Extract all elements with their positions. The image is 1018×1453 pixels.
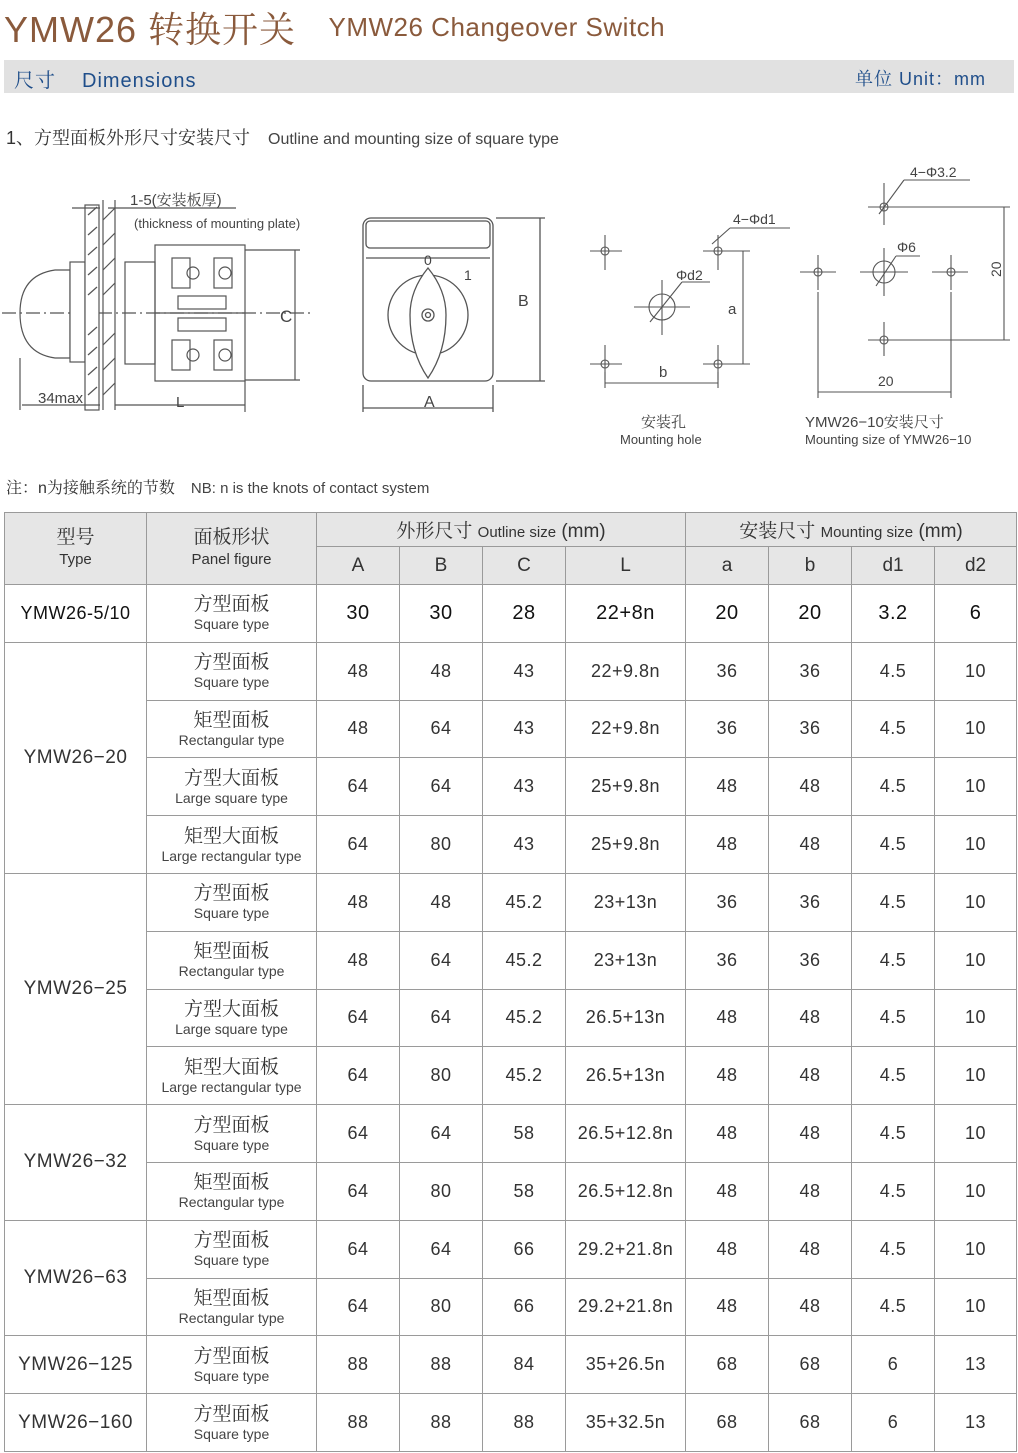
value-cell: 4.5 — [852, 873, 935, 931]
value-cell: 48 — [686, 1105, 769, 1163]
value-cell: 20 — [769, 585, 852, 643]
value-cell: 26.5+13n — [566, 1047, 686, 1105]
value-cell: 25+9.8n — [566, 816, 686, 874]
model-cell: YMW26−32 — [5, 1105, 147, 1221]
value-cell: 64 — [317, 758, 400, 816]
dim-b-label: B — [518, 293, 529, 310]
spec-table — [4, 512, 1017, 1452]
panel-figure-cn: 方型面板 — [193, 1114, 270, 1136]
value-cell: 10 — [935, 700, 1017, 758]
switch-pos-0: 0 — [424, 252, 432, 268]
value-cell: 88 — [400, 1394, 483, 1452]
value-cell: 36 — [769, 700, 852, 758]
value-cell: 28 — [483, 585, 566, 643]
panel-figure-cell — [147, 642, 317, 700]
panel-figure-en: Square type — [193, 674, 270, 691]
value-cell: 36 — [769, 931, 852, 989]
value-cell: 36 — [686, 873, 769, 931]
subtitle-en: Outline and mounting size of square type — [268, 131, 559, 148]
panel-figure-cn: 矩型大面板 — [183, 825, 279, 847]
panel-figure-cn: 方型面板 — [193, 594, 270, 616]
table-row — [5, 1105, 1017, 1163]
value-cell: 36 — [769, 642, 852, 700]
value-cell: 26.5+13n — [566, 989, 686, 1047]
hole-b-label: b — [659, 364, 668, 381]
value-cell: 36 — [686, 931, 769, 989]
column-header: d2 — [935, 547, 1017, 585]
panel-figure-en: Large square type — [175, 1020, 288, 1037]
dim-34max-label: 34max — [38, 390, 84, 407]
column-header: C — [483, 547, 566, 585]
value-cell: 36 — [686, 700, 769, 758]
value-cell: 35+26.5n — [566, 1336, 686, 1394]
panel-figure-en: Large rectangular type — [161, 847, 302, 864]
ymw26-10-view — [800, 180, 1010, 398]
value-cell: 48 — [317, 931, 400, 989]
mounting-hole-view — [590, 228, 790, 388]
value-cell: 10 — [935, 931, 1017, 989]
value-cell: 48 — [400, 873, 483, 931]
ymw10-caption-en: Mounting size of YMW26−10 — [805, 432, 972, 447]
value-cell: 4.5 — [852, 1105, 935, 1163]
panel-figure-cell — [147, 1336, 317, 1394]
value-cell: 26.5+12.8n — [566, 1162, 686, 1220]
panel-figure-cell — [147, 1162, 317, 1220]
column-header: d1 — [852, 547, 935, 585]
panel-figure-cn: 方型面板 — [193, 1230, 270, 1252]
value-cell: 64 — [400, 989, 483, 1047]
type-header-en: Type — [59, 550, 92, 568]
value-cell: 4.5 — [852, 700, 935, 758]
panel-figure-en: Large rectangular type — [161, 1078, 302, 1095]
table-row — [5, 931, 1017, 989]
column-header: a — [686, 547, 769, 585]
value-cell: 23+13n — [566, 931, 686, 989]
value-cell: 13 — [935, 1394, 1017, 1452]
ymw10-20h-label: 20 — [878, 373, 894, 389]
section-heading — [14, 64, 196, 93]
unit-label: 单位 Unit：mm — [855, 69, 986, 89]
panel-figure-cell — [147, 758, 317, 816]
value-cell: 64 — [400, 700, 483, 758]
value-cell: 68 — [769, 1336, 852, 1394]
value-cell: 4.5 — [852, 816, 935, 874]
value-cell: 43 — [483, 816, 566, 874]
switch-pos-1: 1 — [464, 267, 472, 283]
mount-header-cn: 安装尺寸 — [739, 521, 816, 542]
mounting-size-header — [686, 513, 1017, 547]
panel-figure-cn: 方型大面板 — [183, 998, 279, 1020]
value-cell: 64 — [317, 989, 400, 1047]
value-cell: 58 — [483, 1105, 566, 1163]
model-cell: YMW26−63 — [5, 1220, 147, 1336]
value-cell: 22+8n — [566, 585, 686, 643]
value-cell: 22+9.8n — [566, 642, 686, 700]
value-cell: 43 — [483, 700, 566, 758]
value-cell: 58 — [483, 1162, 566, 1220]
value-cell: 48 — [686, 1162, 769, 1220]
section-cn: 尺寸 — [14, 70, 56, 92]
value-cell: 68 — [686, 1394, 769, 1452]
table-row — [5, 1220, 1017, 1278]
panel-header-en: Panel figure — [191, 550, 272, 568]
value-cell: 48 — [317, 642, 400, 700]
panel-figure-cell — [147, 1220, 317, 1278]
value-cell: 48 — [769, 1047, 852, 1105]
note-en: NB: n is the knots of contact system — [190, 480, 430, 497]
value-cell: 20 — [686, 585, 769, 643]
value-cell: 48 — [317, 873, 400, 931]
ymw10-20v-label: 20 — [988, 261, 1004, 277]
panel-header — [147, 513, 317, 585]
panel-figure-cell — [147, 585, 317, 643]
plate-thickness-label: 1-5(安装板厚) — [130, 192, 222, 209]
value-cell: 64 — [317, 1278, 400, 1336]
panel-figure-cell — [147, 989, 317, 1047]
value-cell: 36 — [686, 642, 769, 700]
ymw10-hole-label: 4−Φ3.2 — [910, 164, 957, 180]
panel-figure-cell — [147, 816, 317, 874]
panel-figure-cn: 方型大面板 — [183, 767, 279, 789]
panel-figure-cell — [147, 1047, 317, 1105]
value-cell: 10 — [935, 642, 1017, 700]
value-cell: 45.2 — [483, 989, 566, 1047]
value-cell: 4.5 — [852, 758, 935, 816]
plate-thickness-en: (thickness of mounting plate) — [134, 216, 301, 231]
value-cell: 48 — [400, 642, 483, 700]
section-band — [4, 60, 1014, 93]
column-header: A — [317, 547, 400, 585]
panel-figure-cn: 方型面板 — [193, 1403, 270, 1425]
panel-figure-cn: 矩型面板 — [193, 1172, 270, 1194]
table-row — [5, 1162, 1017, 1220]
value-cell: 10 — [935, 1220, 1017, 1278]
value-cell: 3.2 — [852, 585, 935, 643]
hole-4d1-label: 4−Φd1 — [733, 211, 776, 227]
panel-figure-en: Rectangular type — [178, 1309, 285, 1326]
table-row — [5, 1394, 1017, 1452]
value-cell: 48 — [769, 816, 852, 874]
column-header: L — [566, 547, 686, 585]
value-cell: 64 — [400, 931, 483, 989]
dim-c-label: C — [280, 307, 293, 326]
outline-header-cn: 外形尺寸 — [396, 521, 473, 542]
column-header: B — [400, 547, 483, 585]
panel-figure-cn: 方型面板 — [193, 883, 270, 905]
value-cell: 25+9.8n — [566, 758, 686, 816]
panel-figure-cn: 矩型面板 — [193, 709, 270, 731]
value-cell: 45.2 — [483, 873, 566, 931]
value-cell: 45.2 — [483, 931, 566, 989]
spec-table-body — [5, 585, 1017, 1452]
panel-figure-cell — [147, 873, 317, 931]
value-cell: 4.5 — [852, 1278, 935, 1336]
panel-figure-cn: 矩型面板 — [193, 1287, 270, 1309]
panel-figure-en: Large square type — [175, 789, 288, 806]
value-cell: 64 — [317, 816, 400, 874]
value-cell: 68 — [686, 1336, 769, 1394]
value-cell: 6 — [852, 1336, 935, 1394]
value-cell: 64 — [317, 1105, 400, 1163]
value-cell: 64 — [317, 1047, 400, 1105]
panel-figure-cell — [147, 1105, 317, 1163]
outline-size-header — [317, 513, 686, 547]
value-cell: 10 — [935, 873, 1017, 931]
panel-figure-cell — [147, 700, 317, 758]
value-cell: 30 — [400, 585, 483, 643]
model-cell: YMW26-5/10 — [5, 585, 147, 643]
value-cell: 10 — [935, 1278, 1017, 1336]
value-cell: 36 — [769, 873, 852, 931]
panel-figure-cn: 方型面板 — [193, 1345, 270, 1367]
value-cell: 29.2+21.8n — [566, 1278, 686, 1336]
value-cell: 4.5 — [852, 931, 935, 989]
hole-a-label: a — [728, 301, 737, 318]
table-row — [5, 1047, 1017, 1105]
value-cell: 48 — [686, 989, 769, 1047]
value-cell: 48 — [769, 989, 852, 1047]
panel-figure-en: Square type — [193, 1136, 270, 1153]
panel-figure-cn: 矩型面板 — [193, 941, 270, 963]
panel-figure-en: Square type — [193, 1252, 270, 1269]
value-cell: 80 — [400, 1278, 483, 1336]
model-cell: YMW26−125 — [5, 1336, 147, 1394]
value-cell: 88 — [317, 1394, 400, 1452]
value-cell: 48 — [317, 700, 400, 758]
page-title — [4, 2, 665, 48]
value-cell: 84 — [483, 1336, 566, 1394]
table-row — [5, 585, 1017, 643]
value-cell: 43 — [483, 642, 566, 700]
value-cell: 48 — [769, 1220, 852, 1278]
value-cell: 26.5+12.8n — [566, 1105, 686, 1163]
mounting-hole-caption-en: Mounting hole — [620, 432, 702, 447]
note-cn: 注：n为接触系统的节数 — [6, 480, 175, 497]
value-cell: 29.2+21.8n — [566, 1220, 686, 1278]
front-view — [363, 218, 545, 412]
value-cell: 48 — [686, 816, 769, 874]
value-cell: 6 — [852, 1394, 935, 1452]
mounting-hole-caption-cn: 安装孔 — [641, 414, 687, 431]
value-cell: 48 — [686, 1220, 769, 1278]
table-row — [5, 1336, 1017, 1394]
model-cell: YMW26−20 — [5, 642, 147, 873]
value-cell: 64 — [400, 758, 483, 816]
value-cell: 64 — [400, 1105, 483, 1163]
value-cell: 66 — [483, 1278, 566, 1336]
table-row — [5, 700, 1017, 758]
value-cell: 48 — [769, 1278, 852, 1336]
value-cell: 13 — [935, 1336, 1017, 1394]
section-en: Dimensions — [82, 70, 197, 92]
value-cell: 80 — [400, 1162, 483, 1220]
value-cell: 48 — [769, 1105, 852, 1163]
ymw10-center-label: Φ6 — [897, 239, 916, 255]
value-cell: 64 — [317, 1220, 400, 1278]
panel-figure-cn: 矩型大面板 — [183, 1056, 279, 1078]
value-cell: 64 — [400, 1220, 483, 1278]
panel-figure-en: Square type — [193, 616, 270, 633]
panel-header-cn: 面板形状 — [193, 526, 270, 548]
panel-figure-en: Rectangular type — [178, 1194, 285, 1211]
technical-drawing — [0, 150, 1018, 460]
value-cell: 48 — [686, 758, 769, 816]
value-cell: 4.5 — [852, 642, 935, 700]
dim-a-label: A — [424, 394, 435, 411]
value-cell: 48 — [686, 1047, 769, 1105]
panel-figure-cn: 方型面板 — [193, 652, 270, 674]
mount-header-unit: (mm) — [918, 521, 963, 542]
table-row — [5, 1278, 1017, 1336]
value-cell: 68 — [769, 1394, 852, 1452]
model-cell: YMW26−25 — [5, 873, 147, 1104]
panel-figure-en: Rectangular type — [178, 963, 285, 980]
dim-l-label: L — [176, 394, 185, 411]
value-cell: 48 — [769, 758, 852, 816]
panel-figure-en: Square type — [193, 1367, 270, 1384]
panel-figure-en: Square type — [193, 905, 270, 922]
value-cell: 22+9.8n — [566, 700, 686, 758]
title-en: YMW26 Changeover Switch — [328, 12, 666, 42]
mount-header-en: Mounting size — [820, 524, 914, 541]
value-cell: 43 — [483, 758, 566, 816]
note — [6, 475, 429, 498]
subtitle-cn: 1、方型面板外形尺寸安装尺寸 — [6, 128, 251, 148]
panel-figure-en: Rectangular type — [178, 731, 285, 748]
outline-header-unit: (mm) — [561, 521, 606, 542]
value-cell: 88 — [400, 1336, 483, 1394]
value-cell: 4.5 — [852, 1220, 935, 1278]
value-cell: 10 — [935, 1162, 1017, 1220]
table-row — [5, 989, 1017, 1047]
table-row — [5, 816, 1017, 874]
model-cell: YMW26−160 — [5, 1394, 147, 1452]
ymw10-caption-cn: YMW26−10安装尺寸 — [805, 414, 944, 431]
title-cn: YMW26 转换开关 — [4, 9, 297, 50]
table-row — [5, 873, 1017, 931]
value-cell: 23+13n — [566, 873, 686, 931]
value-cell: 35+32.5n — [566, 1394, 686, 1452]
value-cell: 80 — [400, 816, 483, 874]
value-cell: 45.2 — [483, 1047, 566, 1105]
value-cell: 4.5 — [852, 1162, 935, 1220]
value-cell: 4.5 — [852, 989, 935, 1047]
value-cell: 80 — [400, 1047, 483, 1105]
type-header-cn: 型号 — [56, 526, 95, 548]
value-cell: 10 — [935, 758, 1017, 816]
table-row — [5, 758, 1017, 816]
value-cell: 10 — [935, 816, 1017, 874]
hole-d2-label: Φd2 — [676, 267, 703, 283]
panel-figure-cell — [147, 931, 317, 989]
side-view — [2, 200, 310, 412]
value-cell: 4.5 — [852, 1047, 935, 1105]
panel-figure-cell — [147, 1278, 317, 1336]
panel-figure-cell — [147, 1394, 317, 1452]
value-cell: 10 — [935, 1105, 1017, 1163]
panel-figure-en: Square type — [193, 1425, 270, 1442]
type-header — [5, 513, 147, 585]
subtitle — [6, 124, 559, 150]
value-cell: 10 — [935, 989, 1017, 1047]
value-cell: 6 — [935, 585, 1017, 643]
value-cell: 10 — [935, 1047, 1017, 1105]
outline-header-en: Outline size — [477, 524, 557, 541]
value-cell: 30 — [317, 585, 400, 643]
value-cell: 48 — [769, 1162, 852, 1220]
column-header: b — [769, 547, 852, 585]
value-cell: 64 — [317, 1162, 400, 1220]
value-cell: 48 — [686, 1278, 769, 1336]
value-cell: 66 — [483, 1220, 566, 1278]
table-row — [5, 642, 1017, 700]
value-cell: 88 — [317, 1336, 400, 1394]
value-cell: 88 — [483, 1394, 566, 1452]
